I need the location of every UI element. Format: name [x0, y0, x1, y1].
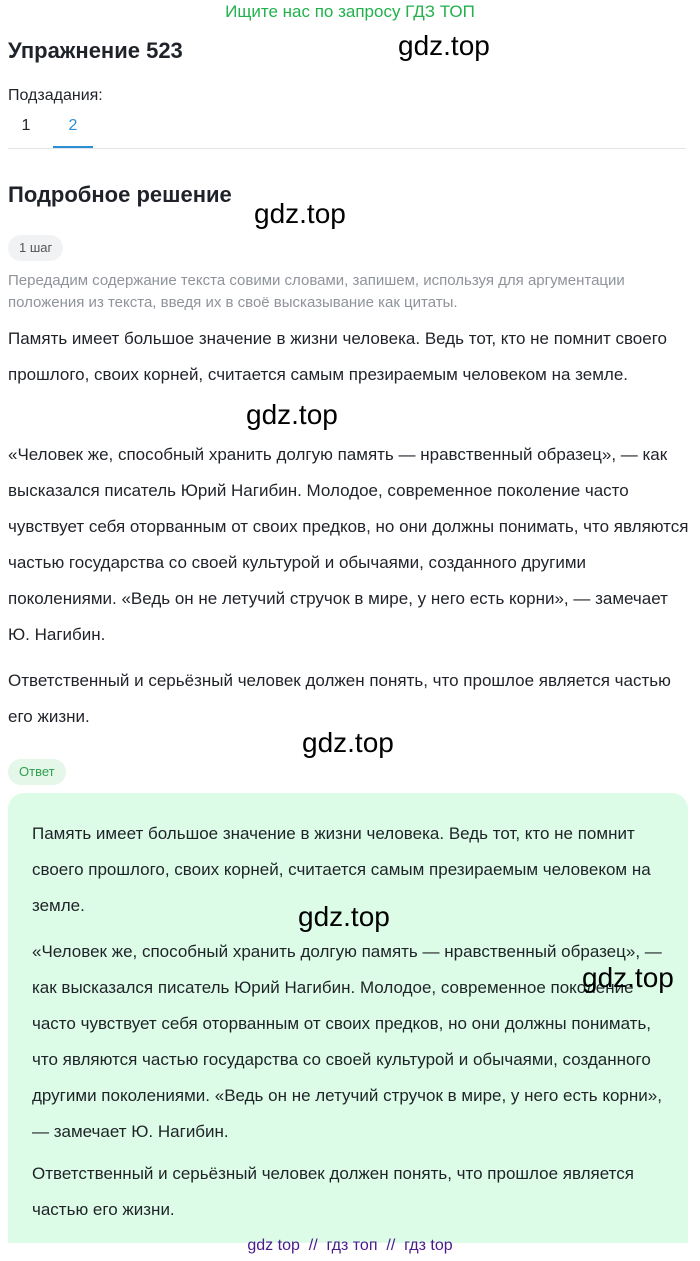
- watermark: gdz.top: [254, 198, 346, 229]
- answer-paragraph: Память имеет большое значение в жизни человека. Ведь тот, кто не помнит своего прошлого, своих корней, считается самым презираемым человеком на земле.: [32, 824, 651, 915]
- solution-paragraph: Ответственный и серьёзный человек должен понять, что прошлое является частью его жизни.: [8, 671, 671, 726]
- search-hint-banner: Ищите нас по запросу ГДЗ ТОП: [225, 2, 475, 21]
- solution-title: Подробное решение: [8, 182, 232, 207]
- watermark: gdz.top: [582, 962, 674, 993]
- watermark: gdz.top: [298, 901, 390, 932]
- answer-paragraph: «Человек же, способный хранить долгую память — нравственный образец», — как высказался писатель Юрий Нагибин. Молодое, современное поколение часто чувствует себя оторванным от своих предков, но они должны понимать, что являются частью государства со своей культурой и обычаями, созданного другими поколениями. «Ведь он не летучий стручок в мире, у него есть корни», — замечает Ю. Нагибин.: [32, 942, 662, 1141]
- tab-subtask-2[interactable]: 2: [53, 112, 93, 148]
- step-badge: 1 шаг: [8, 235, 63, 261]
- footer-links: gdz top // гдз топ // гдз top: [247, 1237, 453, 1254]
- answer-box: [8, 793, 688, 1243]
- watermark: gdz.top: [246, 399, 338, 430]
- tab-subtask-1[interactable]: 1: [21, 117, 31, 134]
- subtask-tabs: [8, 112, 686, 149]
- answer-paragraph: Ответственный и серьёзный человек должен понять, что прошлое является частью его жизни.: [32, 1164, 634, 1219]
- subtasks-label: Подзадания:: [8, 87, 103, 104]
- watermark: gdz.top: [302, 727, 394, 758]
- watermark: gdz.top: [398, 30, 490, 61]
- answer-badge: Ответ: [8, 759, 66, 785]
- solution-paragraph: «Человек же, способный хранить долгую память — нравственный образец», — как высказался писатель Юрий Нагибин. Молодое, современное поколение часто чувствует себя оторванным от своих предков, но они должны понимать, что являются частью государства со своей культурой и обычаями, созданного другими поколениями. «Ведь он не летучий стручок в мире, у него есть корни», — замечает Ю. Нагибин.: [8, 445, 689, 644]
- page-title: Упражнение 523: [8, 38, 183, 63]
- solution-intro: Передадим содержание текста совими словами, запишем, используя для аргументации положения из текста, введя их в своё высказывание как цитаты.: [8, 272, 625, 311]
- solution-paragraph: Память имеет большое значение в жизни человека. Ведь тот, кто не помнит своего прошлого, своих корней, считается самым презираемым человеком на земле.: [8, 329, 667, 384]
